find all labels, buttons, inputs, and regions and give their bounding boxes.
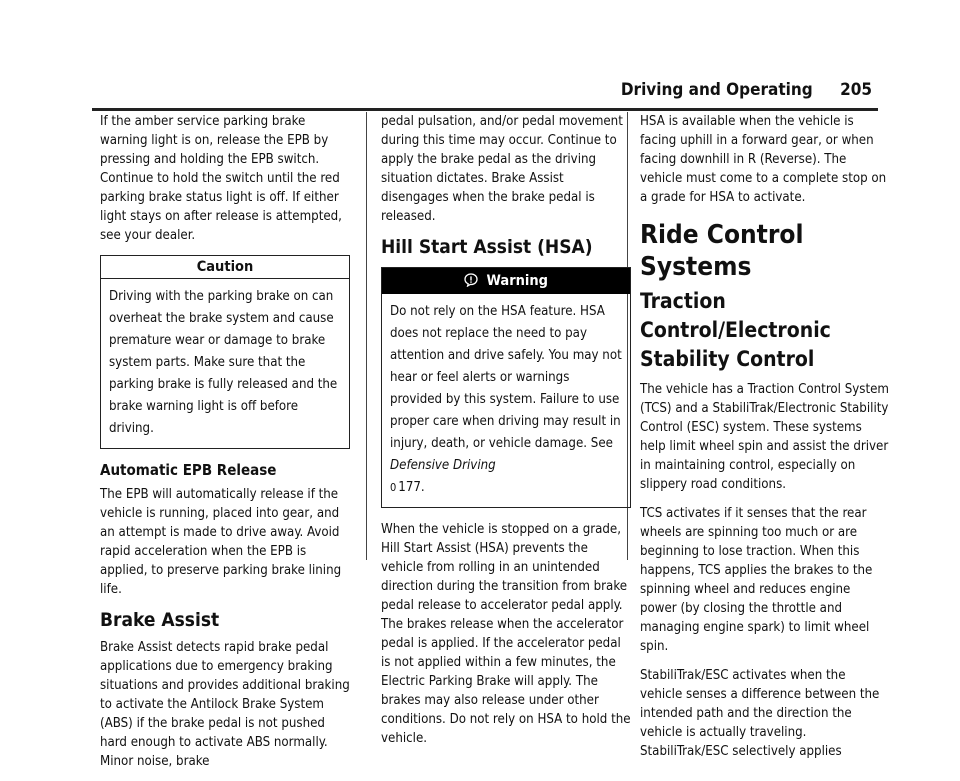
brake-assist-continued: pedal pulsation, and/or pedal movement during this time may occur. Continue to apply the brake pedal as the driving situation dictates. Brake Assist disengages when the brake pedal is released. (381, 114, 623, 224)
column-divider (366, 112, 367, 560)
tcs-intro-paragraph: The vehicle has a Traction Control System (TCS) and a StabiliTrak/Electronic Stability Control (ESC) system. These systems help limit wheel spin and assist the driver in maintaining control, especially on slippery road conditions. (640, 382, 889, 492)
page-number: 205 (840, 80, 872, 100)
warning-header (382, 268, 630, 294)
header-rule (92, 108, 878, 111)
hsa-heading: Hill Start Assist (HSA) (381, 236, 593, 258)
column-2 (381, 112, 631, 758)
caution-title: Caution (101, 256, 349, 279)
warning-text: Do not rely on the HSA feature. HSA does not replace the need to pay attention and drive safely. You may not hear or feel alerts or warnings provided by this system. Failure to use proper care when driving may result in injury, death, or vehicle damage. See Defensive Driving 0 177. (390, 304, 622, 495)
brake-assist-heading: Brake Assist (100, 609, 220, 631)
brake-assist-paragraph: Brake Assist detects rapid brake pedal applications due to emergency braking situations and provides additional braking to activate the Antilock Brake System (ABS) if the brake pedal is not pushed hard enough to activate ABS normally. Minor noise, brake (100, 640, 350, 769)
hsa-paragraph: When the vehicle is stopped on a grade, Hill Start Assist (HSA) prevents the vehicle from rolling in an unintended direction during the transition from brake pedal release to accelerator pedal apply. The brakes release when the accelerator pedal is applied. If the accelerator pedal is not applied within a few minutes, the Electric Parking Brake will apply. The brakes may also release under other conditions. Do not rely on HSA to hold the vehicle. (381, 522, 631, 746)
warning-box (381, 267, 631, 508)
tcs-activation-paragraph: TCS activates if it senses that the rear wheels are spinning too much or are beginning to lose traction. When this happens, TCS applies the brakes to the spinning wheel and reduces engine power (by closing the throttle and managing engine spark) to limit wheel spin. (640, 506, 873, 654)
column-1 (100, 112, 350, 781)
page-header (621, 80, 872, 100)
esc-activation-paragraph: StabiliTrak/ESC activates when the vehicle senses a difference between the intended path and the direction the vehicle is actually traveling. StabiliTrak/ESC selectively applies (640, 668, 880, 759)
section-title: Driving and Operating (620, 80, 813, 100)
traction-control-heading: Traction Control/Electronic Stability Control (640, 289, 831, 371)
caution-text: Driving with the parking brake on can overheat the brake system and cause premature wear or damage to brake system parts. Make sure that the parking brake is fully released and the brake warning light is off before driving. (109, 289, 338, 436)
auto-epb-paragraph: The EPB will automatically release if the vehicle is running, placed into gear, and an attempt is made to drive away. Avoid rapid acceleration when the EPB is applied, to preserve parking brake lining life. (100, 487, 342, 597)
auto-epb-heading: Automatic EPB Release (100, 461, 277, 479)
warning-icon (464, 273, 478, 287)
page-ref[interactable]: 177. (398, 480, 425, 495)
column-3 (640, 112, 890, 771)
epb-service-paragraph: If the amber service parking brake warning light is on, release the EPB by pressing and holding the EPB switch. Continue to hold the switch until the red parking brake status light is off. If either light stays on after release is attempted, see your dealer. (100, 114, 342, 243)
ride-control-heading: Ride Control Systems (640, 220, 804, 282)
warning-title: Warning (486, 273, 549, 289)
caution-box (100, 255, 350, 449)
hsa-availability-paragraph: HSA is available when the vehicle is facing uphill in a forward gear, or when facing downhill in R (Reverse). The vehicle must come to a complete stop on a grade for HSA to activate. (640, 114, 887, 205)
defensive-driving-link[interactable]: Defensive Driving (390, 458, 496, 473)
page-ref-icon: 0 (390, 481, 397, 494)
